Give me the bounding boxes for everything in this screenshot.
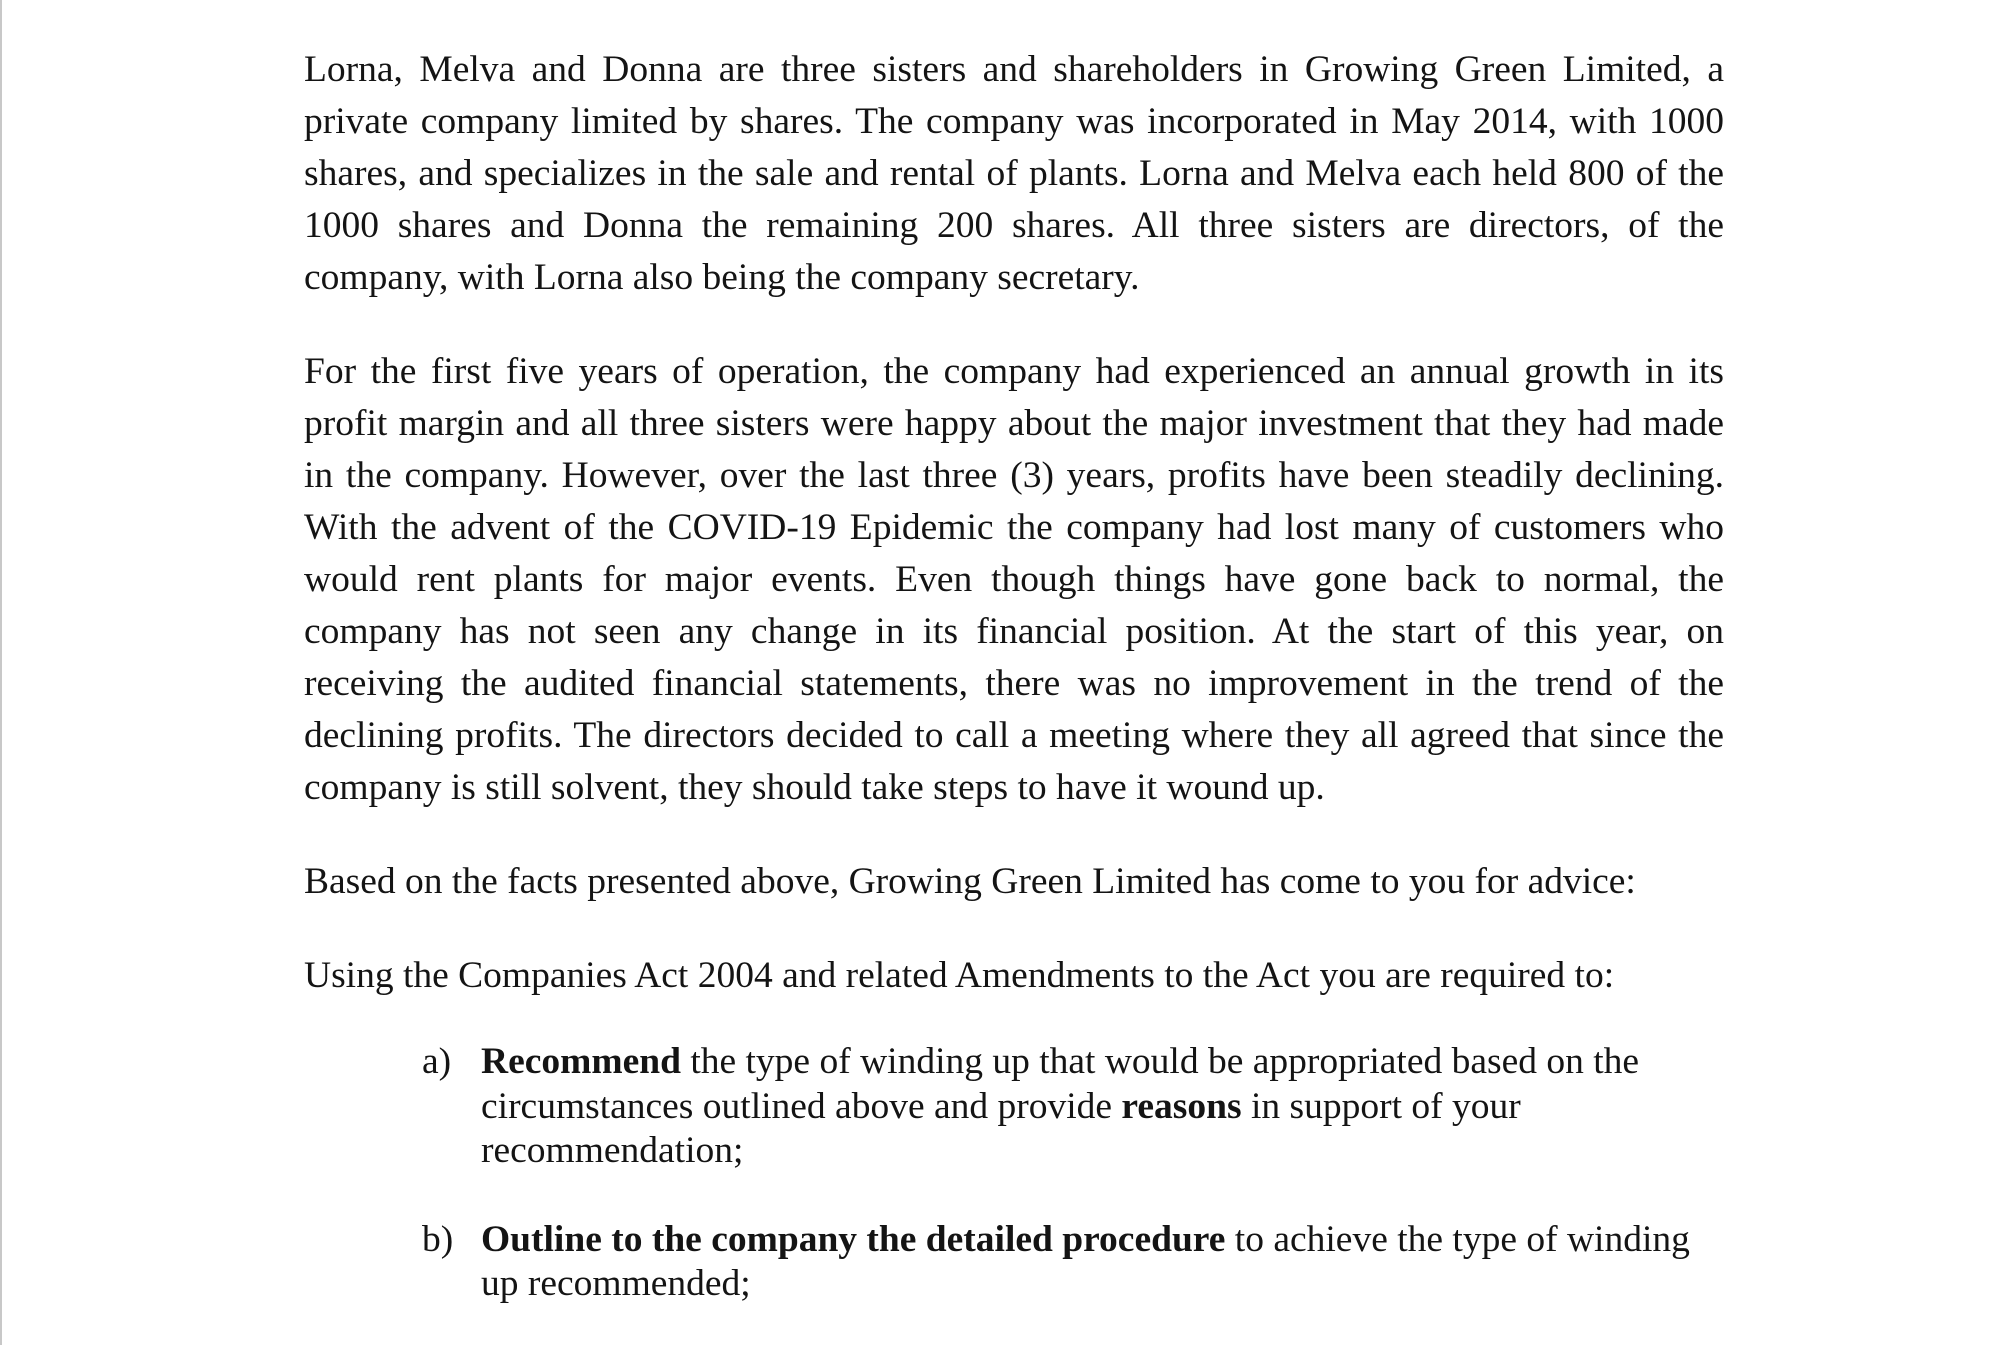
task-item-a: [304, 1040, 1731, 1174]
task-b-bold-outline: Outline to the company the detailed procedure: [481, 1218, 1226, 1260]
page-edge-rule: [0, 0, 2, 1345]
task-list: [304, 1040, 1724, 1307]
task-marker-a: a): [422, 1041, 452, 1082]
task-marker-b: b): [422, 1218, 454, 1260]
task-a-text-part-1: the type of winding up that would be appropriated based on the circumstances outlined above and provide: [481, 1041, 1640, 1127]
paragraph-declining-profits: For the first five years of operation, the company had experienced an annual growth in its profit margin and all three sisters were happy about the major investment that they had made in the company. However, over the last three (3) years, profits have been steadily declining. With the advent of the COVID-19 Epidemic the company had lost many of customers who would rent plants for major events. Even though things have gone back to normal, the company has not seen any change in its financial position. At the start of this year, on receiving the audited financial statements, there was no improvement in the trend of the declining profits. The directors decided to call a meeting where they all agreed that since the company is still solvent, they should take steps to have it wound up.: [304, 351, 1724, 808]
task-b-text-part-1: to achieve the type of winding up recommended;: [481, 1218, 1690, 1304]
task-a-text-part-2: in support of your recommendation;: [481, 1085, 1521, 1171]
paragraph-requirements-intro: Using the Companies Act 2004 and related Amendments to the Act you are required to:: [304, 955, 1615, 996]
task-text-b: [481, 1219, 1690, 1305]
paragraph-company-background: Lorna, Melva and Donna are three sisters and shareholders in Growing Green Limited, a private company limited by shares. The company was incorporated in May 2014, with 1000 shares, and specializes in the sale and rental of plants. Lorna and Melva each held 800 of the 1000 shares and Donna the remaining 200 shares. All three sisters are directors, of the company, with Lorna also being the company secretary.: [304, 49, 1724, 298]
task-a-bold-reasons: reasons: [1121, 1085, 1242, 1127]
task-a-bold-recommend: Recommend: [481, 1041, 681, 1082]
task-text-a: [481, 1041, 1639, 1171]
paragraph-advice-request: Based on the facts presented above, Growing Green Limited has come to you for advice:: [304, 861, 1636, 902]
task-item-b: [304, 1218, 1731, 1307]
document-body: [304, 44, 1724, 1307]
